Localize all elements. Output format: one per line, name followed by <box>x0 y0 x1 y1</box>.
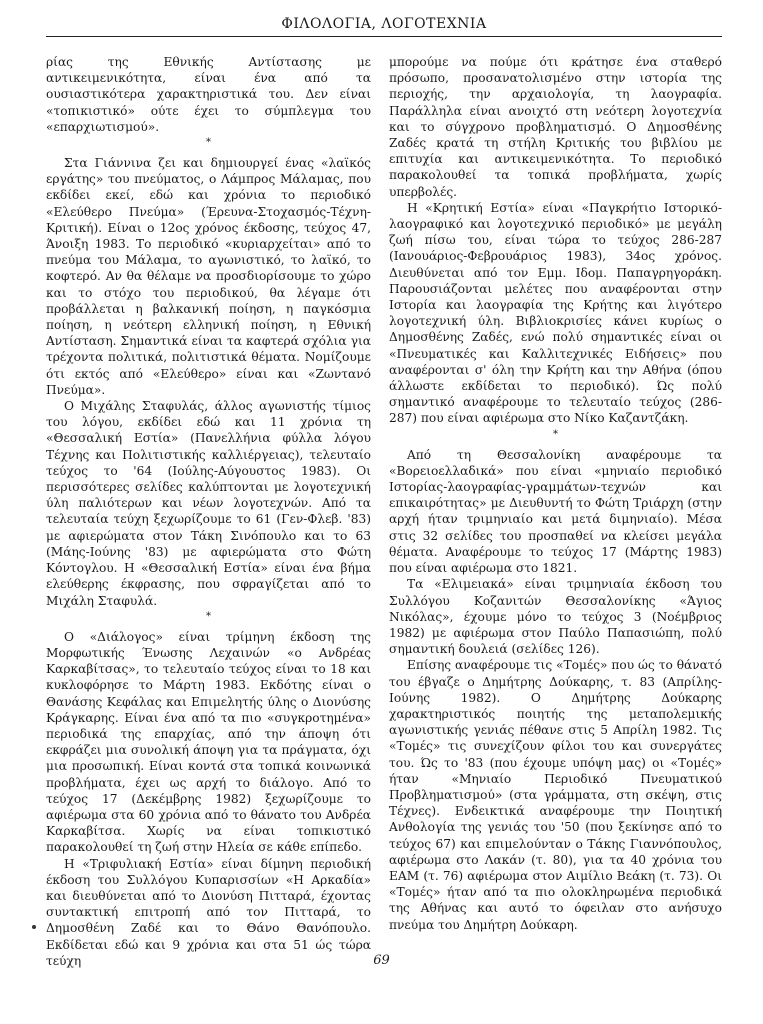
section-separator: * <box>206 610 211 622</box>
header-rule <box>46 36 722 37</box>
paragraph: Τα «Ελιμειακά» είναι τριμηνιαία έκδοση του Συλλόγου Κοζανιτών Θεσσαλονίκης «Άγιος Νικόλας», έχουμε μόνο το τεύχος 3 (Νοέμβριος 1982) με αφιέρωμα στον Παύλο Παπασιώπη, πολύ σημαντική δουλειά (σελίδες 126). <box>389 577 722 657</box>
paragraph: Η «Κρητική Εστία» είναι «Παγκρήτιο Ιστορικό-λαογραφικό και λογοτεχνικό περιοδικό» με μεγάλη ζωή πίσω του, είναι τώρα το τεύχος 286-287 (Ιανουάριος-Φεβρουάριος 1983), 34ος χρόνος. Διευθύνεται από τον Εμμ. Ιδομ. Παπαγρηγοράκη. Παρουσιάζονται μελέτες που αναφέρονται στην Ιστορία και λαογραφία της Κρήτης και λιγότερο λογοτεχνική ύλη. Βιβλιοκρισίες κάνει κυρίως ο Δημοσθένης Ζαδές, ενώ πολύ σημαντικές είναι οι «Πνευματικές και Καλλιτεχνικές Ειδήσεις» που αναφέρονται σ' όλη την Κρήτη και την Αθήνα (όπου άλλωστε εκδίδεται το περιοδικό). Ώς πολύ σημαντικό αναφέρουμε το τελευταίο τεύχος (286-287) που είναι αφιέρωμα στο Νίκο Καζαντζάκη. <box>389 200 722 426</box>
left-column <box>46 54 371 969</box>
paragraph: Ο Μιχάλης Σταφυλάς, άλλος αγωνιστής τίμιος του λόγου, εκδίδει εδώ και 11 χρόνια τη «Θεσσαλική Εστία» (Πανελλήνια φύλλα λόγου Τέχνης και Πολιτιστικής καλλιέργειας), τελευταίο τεύχος το '64 (Ιούλης-Αύγουστος 1983). Οι περισσότερες σελίδες καλύπτονται με λογοτεχνική ύλη παλιότερων και νέων λογοτεχνών. Από τα τελευταία τεύχη ξεχωρίζουμε το 61 (Γεν-Φλεβ. '83) με αφιερώματα στον Τάκη Σινόπουλο και το 63 (Μάης-Ιούνης '83) με αφιερώματα στο Φώτη Κόντογλου. Η «Θεσσαλική Εστία» είναι ένα βήμα ελεύθερης έκφρασης, που σφραγίζεται από το Μιχάλη Σταφυλά. <box>46 399 371 608</box>
paragraph: μπορούμε να πούμε ότι κράτησε ένα σταθερό πρόσωπο, προσανατολισμένο στην ιστορία της περιοχής, την αρχαιολογία, τη λαογραφία. Παράλληλα είναι ανοιχτό στη νεότερη λογοτεχνία και το σύγχρονο προβληματισμό. Ο Δημοσθένης Ζαδές κρατά τη στήλη Κριτικής του βιβλίου με επιτυχία και αντικειμενικότητα. Το περιοδικό παρακολουθεί τα τοπικά προβλήματα, χωρίς υπερβολές. <box>389 55 722 199</box>
running-header: ΦΙΛΟΛΟΓΙΑ, ΛΟΓΟΤΕΧΝΙΑ <box>281 16 487 32</box>
paragraph: ρίας της Εθνικής Αντίστασης με αντικειμενικότητα, είναι ένα από τα ουσιαστικότερα χαρακτηριστικά του. Δεν είναι «τοπικιστικό» ούτε έχει το σύμπλεγμα του «επαρχιωτισμού». <box>46 55 371 134</box>
section-separator: * <box>553 428 558 440</box>
paragraph: Στα Γιάννινα ζει και δημιουργεί ένας «λαϊκός εργάτης» του πνεύματος, ο Λάμπρος Μάλαμας, που εκδίδει εκεί, εδώ και χρόνια το περιοδικό «Ελεύθερο Πνεύμα» (Έρευνα-Στοχασμός-Τέχνη-Κριτική). Είναι ο 12ος χρόνος έκδοσης, τεύχος 47, Άνοιξη 1983. Το περιοδικό «κυριαρχείται» από το πνεύμα του Μάλαμα, το αγωνιστικό, το λαϊκό, το κοφτερό. Αν θα θέλαμε να προσδιορίσουμε το χώρο και το στόχο του περιοδικού, θα λέγαμε ότι προβάλλεται η βαλκανική ποίηση, η παγκόσμια ποίηση, η νεότερη ελληνική ποίηση, η Εθνική Αντίσταση. Σημαντικά είναι τα καφτερά σχόλια για τρέχοντα πολιτικά, πολιτιστικά θέματα. Νομίζουμε ότι εκτός από «Ελεύθερο» είναι και «Ζωντανό Πνεύμα». <box>46 156 371 397</box>
section-separator: * <box>206 137 211 149</box>
right-column <box>389 54 722 933</box>
paragraph: Η «Τριφυλιακή Εστία» είναι δίμηνη περιοδική έκδοση του Συλλόγου Κυπαρισσίων «Η Αρκαδία» και διευθύνεται από το Διονύση Πιτταρά, έχοντας συντακτική επιτροπή από τον Πιτταρά, το Δημοσθένη Ζαδέ και το Θάνο Θανόπουλο. Εκδίδεται εδώ και 9 χρόνια και στα 51 ώς τώρα τεύχη <box>46 856 371 968</box>
paragraph: Ο «Διάλογος» είναι τρίμηνη έκδοση της Μορφωτικής Ένωσης Λεχαινών «ο Ανδρέας Καρκαβίτσας», το τελευταίο τεύχος είναι το 18 και κυκλοφόρησε το Μάρτη 1983. Εκδότης είναι ο Θανάσης Κεφάλας και Επιμελητής ύλης ο Διονύσης Κράγκαρης. Είναι ένα από τα πιο «συγκροτημένα» περιοδικά της επαρχίας, από την άποψη ότι εκφράζει μια συνολική άποψη για τα πράγματα, όχι μια προσωπική. Είναι κοντά στα τοπικά κοινωνικά προβλήματα, έχει ως αρχή το διάλογο. Από το τεύχος 17 (Δεκέμβρης 1982) ξεχωρίζουμε το αφιέρωμα στα 60 χρόνια από το θάνατο του Ανδρέα Καρκαβίτσα. Χωρίς να είναι τοπικιστικό παρακολουθεί τη ζωή στην Ηλεία σε κάθε επίπεδο. <box>46 629 371 855</box>
page-number: 69 <box>373 953 390 968</box>
paragraph: Από τη Θεσσαλονίκη αναφέρουμε τα «Βορειοελλαδικά» που είναι «μηνιαίο περιοδικό Ιστορίας-λαογραφίας-γραμμάτων-τεχνών και επικαιρότητας» με Διευθυντή το Φώτη Τριάρχη (στην αρχή ήταν τριμηνιαίο και μετά διμηνιαίο). Μέσα στις 32 σελίδες του προσπαθεί να κλείσει μεγάλα θέματα. Αναφέρουμε το τεύχος 17 (Μάρτης 1983) που είναι αφιέρωμα στο 1821. <box>389 447 722 576</box>
margin-mark <box>32 925 36 929</box>
paragraph: Επίσης αναφέρουμε τις «Τομές» που ώς το θάνατό του έβγαζε ο Δημήτρης Δούκαρης, τ. 83 (Απρίλης-Ιούνης 1982). Ο Δημήτρης Δούκαρης χαρακτηριστικός ποιητής της μεταπολεμικής αγωνιστικής γενιάς πέθανε στις 5 Απρίλη 1982. Τις «Τομές» τις συνεχίζουν φίλοι του και συνεργάτες του. Ώς το '83 (που έχουμε υπόψη μας) οι «Τομές» ήταν «Μηνιαίο Περιοδικό Πνευματικού Προβληματισμού» (στα γράμματα, στη σκέψη, στις Τέχνες). Ενδεικτικά αναφέρουμε την Ποιητική Ανθολογία της γενιάς του '50 (που ξεκίνησε από το τεύχος 67) και επιμελούνταν ο Τάκης Γιαννόπουλος, αφιέρωμα στο Λακάν (τ. 80), για τα 40 χρόνια του ΕΑΜ (τ. 76) αφιέρωμα στον Αιμίλιο Βεάκη (τ. 73). Οι «Τομές» ήταν από τα πιο ολοκληρωμένα περιοδικά της Αθήνας και αυτό το όφειλαν στο ανήσυχο πνεύμα του Δημήτρη Δούκαρη. <box>389 658 722 932</box>
